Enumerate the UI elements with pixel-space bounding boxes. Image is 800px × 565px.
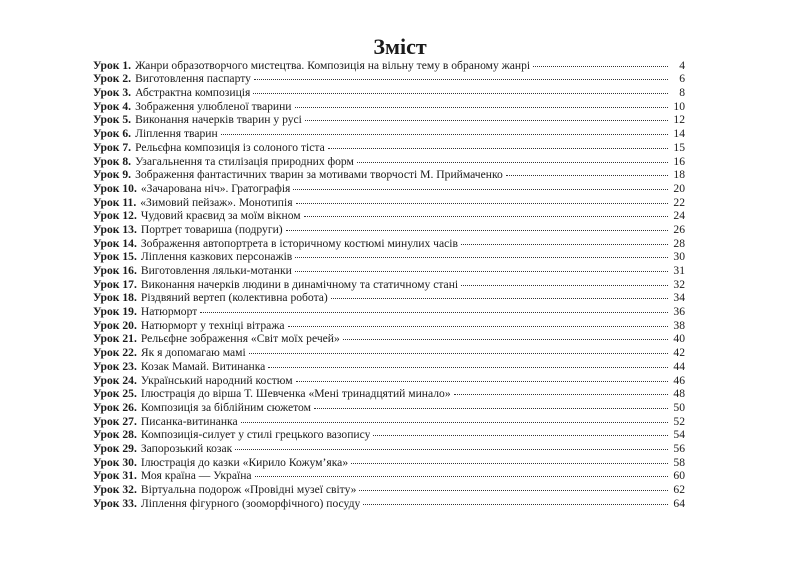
lesson-label: Урок 1.	[93, 58, 132, 72]
page-number: 16	[673, 154, 685, 168]
lesson-label: Урок 32.	[93, 483, 137, 496]
lesson-title: Абстрактна композиція	[135, 86, 251, 100]
lesson-title: Композиція за біблійним сюжетом	[140, 400, 311, 414]
dot-leader	[295, 260, 668, 274]
lesson-title: Рельєфне зображення «Світ моїх речей»	[140, 332, 340, 346]
lesson-label: Урок 16.	[93, 264, 137, 277]
dot-leader	[454, 384, 668, 398]
page-number: 26	[673, 222, 685, 236]
dot-leader	[253, 82, 668, 96]
lesson-title: Рельєфна композиція із солоного тіста	[135, 140, 325, 154]
lesson-title: Чудовий краєвид за моїм вікном	[140, 209, 301, 223]
lesson-label: Урок 26.	[93, 400, 137, 414]
lesson-title: Виконання начерків людини в динамічному та статичному стані	[140, 277, 459, 291]
page-number: 20	[673, 181, 685, 195]
lesson-title: Ліплення казкових персонажів	[140, 250, 293, 264]
dot-leader	[254, 69, 668, 83]
dot-leader	[506, 165, 668, 179]
lesson-title: Ліплення тварин	[135, 127, 218, 141]
dot-leader	[288, 315, 669, 329]
page-number: 48	[673, 387, 685, 401]
dot-leader	[286, 219, 668, 233]
dot-leader	[249, 342, 668, 356]
page-number: 46	[673, 373, 685, 387]
lesson-title: Зображення улюбленої тварини	[135, 99, 292, 113]
page-number: 14	[673, 127, 685, 141]
dot-leader	[268, 356, 668, 370]
dot-leader	[241, 411, 668, 425]
dot-leader	[373, 425, 668, 439]
lesson-label: Урок 12.	[93, 209, 137, 223]
lesson-title: Ілюстрація до вірша Т. Шевченка «Мені тринадцятий минало»	[140, 387, 451, 401]
lesson-title: Козак Мамай. Витинанка	[140, 359, 266, 373]
page-number: 6	[679, 72, 685, 86]
lesson-label: Урок 2.	[93, 72, 132, 86]
lesson-label: Урок 30.	[93, 455, 137, 469]
lesson-label: Урок 3.	[93, 86, 132, 100]
dot-leader	[359, 479, 668, 493]
lesson-title: Натюрморт	[140, 305, 198, 319]
page-number: 22	[673, 195, 685, 209]
lesson-label: Урок 10.	[93, 181, 137, 195]
page-number: 52	[673, 414, 685, 428]
lesson-title: «Зачарована ніч». Гратографія	[140, 181, 291, 195]
page-number: 58	[673, 455, 685, 469]
lesson-label: Урок 14.	[93, 236, 137, 250]
dot-leader	[363, 493, 668, 507]
lesson-label: Урок 25.	[93, 387, 137, 401]
lesson-title: «Зимовий пейзаж». Монотипія	[140, 195, 293, 209]
dot-leader	[296, 192, 668, 206]
page-number: 54	[673, 428, 685, 442]
page-number: 15	[673, 140, 685, 154]
page-number: 40	[673, 332, 685, 346]
page-number: 56	[673, 441, 685, 455]
page-number: 10	[673, 99, 685, 113]
lesson-title: Моя країна — Україна	[140, 469, 252, 483]
lesson-label: Урок 11.	[93, 195, 137, 209]
page-number: 4	[679, 58, 685, 72]
lesson-label: Урок 4.	[93, 99, 132, 113]
lesson-label: Урок 17.	[93, 277, 137, 291]
lesson-title: Віртуальна подорож «Провідні музеї світу»	[140, 483, 357, 496]
page-number: 38	[673, 318, 685, 332]
lesson-label: Урок 23.	[93, 359, 137, 373]
lesson-title: Зображення автопортрета в історичному костюмі минулих часів	[140, 236, 458, 250]
dot-leader	[343, 329, 668, 343]
lesson-label: Урок 19.	[93, 305, 137, 319]
lesson-label: Урок 15.	[93, 250, 137, 264]
lesson-label: Урок 9.	[93, 168, 132, 182]
lesson-title: Ілюстрація до казки «Кирило Кожум’яка»	[140, 455, 349, 469]
page-number: 64	[673, 496, 685, 510]
lesson-title: Виготовлення паспарту	[135, 72, 251, 86]
lesson-label: Урок 28.	[93, 428, 137, 442]
lesson-label: Урок 22.	[93, 346, 137, 360]
lesson-title: Зображення фантастичних тварин за мотивами творчості М. Приймаченко	[135, 168, 503, 182]
dot-leader	[328, 137, 668, 151]
lesson-title: Портрет товариша (подруги)	[140, 222, 283, 236]
lesson-label: Урок 21.	[93, 332, 137, 346]
page-number: 60	[673, 469, 685, 483]
lesson-title: Жанри образотворчого мистецтва. Композиція на вільну тему в обраному жанрі	[135, 58, 531, 72]
dot-leader	[461, 274, 668, 288]
lesson-label: Урок 7.	[93, 140, 132, 154]
dot-leader	[200, 301, 668, 315]
page-number: 30	[673, 250, 685, 264]
dot-leader	[533, 55, 668, 69]
page-number: 44	[673, 359, 685, 373]
lesson-label: Урок 8.	[93, 154, 132, 168]
dot-leader	[331, 288, 668, 302]
page-number: 31	[673, 264, 685, 277]
lesson-label: Урок 31.	[93, 469, 137, 483]
dot-leader	[221, 123, 668, 137]
page-title: Зміст	[373, 34, 427, 59]
lesson-title: Різдвяний вертеп (колективна робота)	[140, 291, 328, 305]
lesson-title: Узагальнення та стилізація природних форм	[135, 154, 354, 168]
dot-leader	[461, 233, 668, 247]
lesson-title: Виконання начерків тварин у русі	[135, 113, 302, 127]
dot-leader	[351, 452, 668, 466]
lesson-label: Урок 33.	[93, 496, 137, 510]
dot-leader	[305, 110, 668, 124]
dot-leader	[296, 370, 668, 384]
lesson-title: Запорозький козак	[140, 441, 233, 455]
lesson-label: Урок 20.	[93, 318, 137, 332]
lesson-label: Урок 29.	[93, 441, 137, 455]
page-number: 34	[673, 291, 685, 305]
dot-leader	[304, 206, 668, 220]
lesson-label: Урок 6.	[93, 127, 132, 141]
lesson-label: Урок 27.	[93, 414, 137, 428]
lesson-label: Урок 5.	[93, 113, 132, 127]
page-number: 18	[673, 168, 685, 182]
page-number: 8	[679, 86, 685, 100]
dot-leader	[314, 397, 668, 411]
lesson-label: Урок 18.	[93, 291, 137, 305]
page-number: 32	[673, 277, 685, 291]
lesson-label: Урок 24.	[93, 373, 137, 387]
page-number: 12	[673, 113, 685, 127]
lesson-title: Виготовлення ляльки-мотанки	[140, 264, 292, 277]
lesson-title: Натюрморт у техніці вітража	[140, 318, 285, 332]
page-number: 50	[673, 400, 685, 414]
dot-leader	[235, 438, 668, 452]
lesson-title: Як я допомагаю мамі	[140, 346, 246, 360]
page-number: 28	[673, 236, 685, 250]
dot-leader	[255, 466, 668, 480]
dot-leader	[295, 247, 668, 261]
dot-leader	[295, 96, 668, 110]
dot-leader	[293, 178, 668, 192]
page-number: 24	[673, 209, 685, 223]
toc-entry	[93, 55, 685, 72]
dot-leader	[357, 151, 668, 165]
lesson-title: Ліплення фігурного (зооморфічного) посуду	[140, 496, 361, 510]
lesson-title: Український народний костюм	[140, 373, 293, 387]
table-of-contents	[93, 55, 685, 510]
page-number: 62	[673, 483, 685, 496]
page-number: 36	[673, 305, 685, 319]
page-number: 42	[673, 346, 685, 360]
lesson-title: Писанка-витинанка	[140, 414, 238, 428]
lesson-title: Композиція-силует у стилі грецького вазопису	[140, 428, 371, 442]
lesson-label: Урок 13.	[93, 222, 137, 236]
